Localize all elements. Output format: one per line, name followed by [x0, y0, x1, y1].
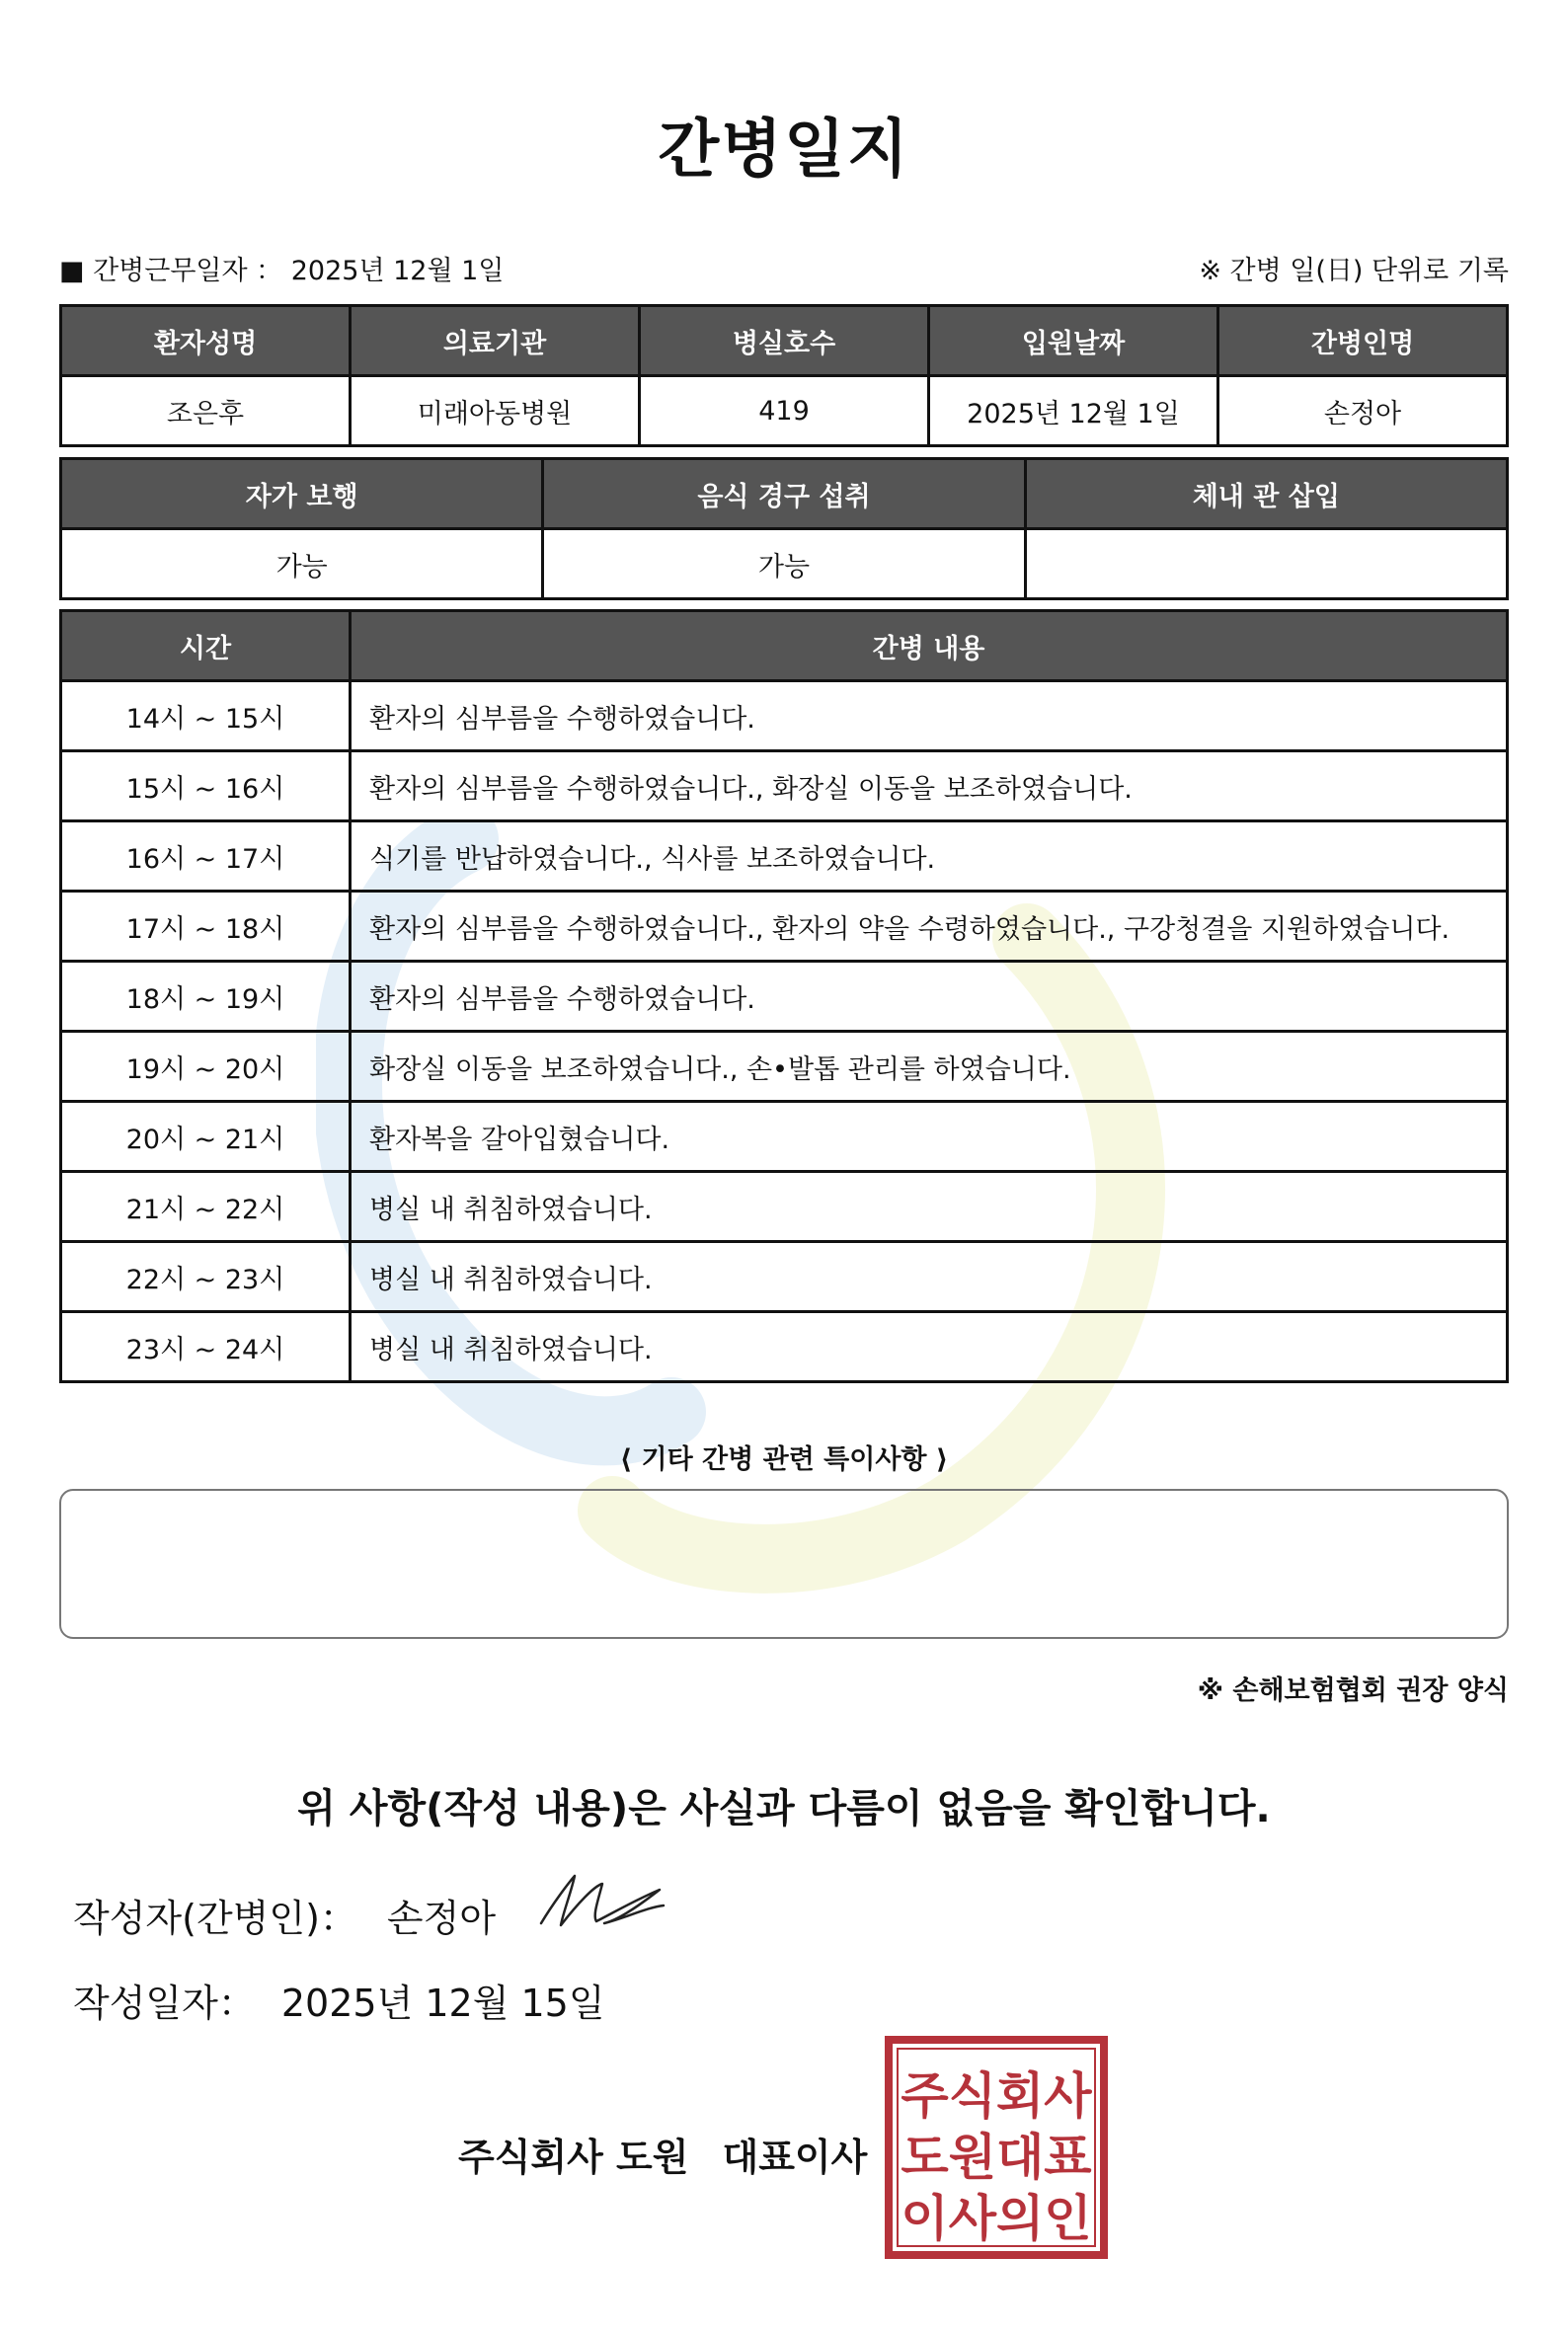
header-room: 병실호수: [640, 306, 929, 376]
content-cell: 환자복을 갈아입혔습니다.: [351, 1102, 1508, 1172]
table-row: [61, 1242, 1508, 1312]
oral-intake-value: 가능: [543, 529, 1025, 599]
header-hospital: 의료기관: [351, 306, 640, 376]
company-seal-icon: [885, 2036, 1108, 2259]
header-tube-insertion: 체내 관 삽입: [1025, 459, 1507, 529]
meta-row: [59, 249, 1509, 288]
header-caregiver: 간병인명: [1218, 306, 1508, 376]
content-cell: 환자의 심부름을 수행하였습니다., 화장실 이동을 보조하였습니다.: [351, 751, 1508, 821]
time-cell: 16시 ~ 17시: [61, 821, 351, 892]
self-walking-value: 가능: [61, 529, 543, 599]
seal-line-3: 이사의인: [901, 2190, 1092, 2247]
table-row: [61, 892, 1508, 962]
writer-label: 작성자(간병인)：: [73, 1897, 357, 1940]
content-cell: 화장실 이동을 보조하였습니다., 손•발톱 관리를 하였습니다.: [351, 1032, 1508, 1102]
time-cell: 19시 ~ 20시: [61, 1032, 351, 1102]
header-admission-date: 입원날짜: [929, 306, 1218, 376]
time-cell: 22시 ~ 23시: [61, 1242, 351, 1312]
header-care-content: 간병 내용: [351, 611, 1508, 681]
content-cell: 식기를 반납하였습니다., 식사를 보조하였습니다.: [351, 821, 1508, 892]
care-log-table: [59, 609, 1509, 1383]
company-line: [458, 2127, 867, 2181]
ability-table: [59, 457, 1509, 600]
content-cell: 병실 내 취침하였습니다.: [351, 1172, 1508, 1242]
seal-line-2: 도원대표: [901, 2129, 1092, 2186]
time-cell: 14시 ~ 15시: [61, 681, 351, 751]
written-date-label: 작성일자：: [73, 1982, 256, 2025]
room-number: 419: [640, 376, 929, 446]
writer-line: [73, 1888, 496, 1942]
content-cell: 환자의 심부름을 수행하였습니다.: [351, 681, 1508, 751]
hospital-name: 미래아동병원: [351, 376, 640, 446]
table-row: [61, 821, 1508, 892]
time-cell: 17시 ~ 18시: [61, 892, 351, 962]
content-cell: 병실 내 취침하였습니다.: [351, 1242, 1508, 1312]
table-row: [61, 962, 1508, 1032]
admission-date: 2025년 12월 1일: [929, 376, 1218, 446]
time-cell: 15시 ~ 16시: [61, 751, 351, 821]
table-row: [61, 1032, 1508, 1102]
content-cell: 병실 내 취침하였습니다.: [351, 1312, 1508, 1382]
document-title: 간병일지: [658, 114, 910, 187]
signature-icon: [533, 1864, 671, 1943]
written-date-value: 2025년 12월 15일: [280, 1982, 605, 2025]
header-self-walking: 자가 보행: [61, 459, 543, 529]
header-oral-intake: 음식 경구 섭취: [543, 459, 1025, 529]
patient-info-table: [59, 304, 1509, 447]
remarks-box: [59, 1489, 1509, 1639]
remarks-title: ⟨ 기타 간병 관련 특이사항 ⟩: [619, 1444, 949, 1475]
writer-name: 손정아: [386, 1897, 497, 1940]
header-patient-name: 환자성명: [61, 306, 351, 376]
time-cell: 21시 ~ 22시: [61, 1172, 351, 1242]
content-cell: 환자의 심부름을 수행하였습니다.: [351, 962, 1508, 1032]
patient-name: 조은후: [61, 376, 351, 446]
unit-note: ※ 간병 일(日) 단위로 기록: [1199, 256, 1509, 286]
form-source-note: ※ 손해보험협회 권장 양식: [1197, 1675, 1509, 1706]
table-row: [61, 1312, 1508, 1382]
table-row: [61, 1102, 1508, 1172]
header-time: 시간: [61, 611, 351, 681]
time-cell: 18시 ~ 19시: [61, 962, 351, 1032]
confirmation-statement: 위 사항(작성 내용)은 사실과 다름이 없음을 확인합니다.: [297, 1786, 1271, 1831]
seal-line-1: 주식회사: [901, 2067, 1092, 2125]
content-cell: 환자의 심부름을 수행하였습니다., 환자의 약을 수령하였습니다., 구강청결을 지원하였습니다.: [351, 892, 1508, 962]
time-cell: 20시 ~ 21시: [61, 1102, 351, 1172]
company-name: 주식회사 도원: [458, 2136, 689, 2179]
table-row: [61, 1172, 1508, 1242]
company-title: 대표이사: [722, 2136, 868, 2179]
time-cell: 23시 ~ 24시: [61, 1312, 351, 1382]
tube-insertion-value: [1025, 529, 1507, 599]
work-date: ■ 간병근무일자 ： 2025년 12월 1일: [59, 256, 505, 286]
table-row: [61, 751, 1508, 821]
table-row: [61, 681, 1508, 751]
caregiver-name: 손정아: [1218, 376, 1508, 446]
written-date-line: [73, 1973, 605, 2027]
